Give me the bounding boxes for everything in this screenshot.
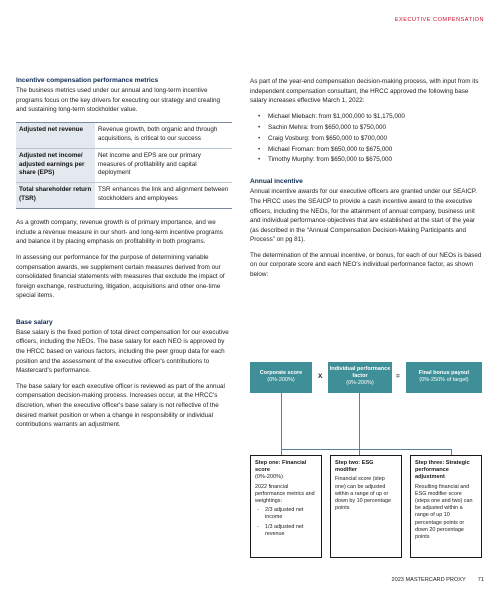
individual-factor-title: Individual performance factor: [329, 366, 391, 379]
left-column: [16, 77, 232, 436]
list-item: • Michael Miebach: from $1,000,000 to $1,175,000: [262, 112, 482, 123]
bonus-formula-diagram: [250, 362, 482, 558]
metric-desc: TSR enhances the link and alignment between stockholders and employees: [95, 183, 232, 209]
salary-increase-intro: As part of the year-end compensation decision-making process, with input from its independent compensation consultant, the HRCC approved the following base salary increases effective March 1, 2022:: [250, 78, 479, 105]
step-three-box: [410, 455, 482, 558]
final-payout-box: [406, 362, 482, 393]
metric-name: Adjusted net income/ adjusted earnings per share (EPS): [16, 148, 95, 183]
connector-line: [359, 393, 360, 449]
base-salary-paragraph-1: Base salary is the fixed portion of total direct compensation for our executive officers, including the NEOs. The base salary for each NEO is approved by the HRCC based on various factors, including the peer group data for each position and the assessment of the executive officer's contributions to Mastercard's performance.: [16, 328, 229, 375]
list-item: • Sachin Mehra: from $650,000 to $750,000: [262, 123, 482, 134]
section-header: EXECUTIVE COMPENSATION: [394, 17, 484, 23]
corporate-score-box: [250, 362, 312, 393]
list-item: • Michael Froman: from $650,000 to $675,000: [262, 145, 482, 156]
right-column: [250, 77, 482, 286]
base-salary-paragraph-2: The base salary for each executive officer is reviewed as part of the annual compensation decision-making process. Increases occur, at the HRCC's discretion, when the executive officer's base salary is not reflective of the desired market position or when a change in responsibility or individual contributions warrants an adjustment.: [16, 382, 225, 429]
equals-symbol: =: [396, 373, 400, 380]
connector-line: [281, 393, 282, 449]
list-item: - 2/3 adjusted net income: [262, 507, 317, 521]
list-item: - 1/3 adjusted net revenue: [262, 524, 317, 538]
assessing-paragraph: In assessing our performance for the purpose of determining variable compensation awards, we supplement certain measures derived from our consolidated financial statements with measures that exclude the impact of foreign exchange, restructuring, litigation, acquisitions and other one-time special items.: [16, 253, 225, 300]
metric-name: Adjusted net revenue: [16, 122, 95, 148]
final-payout-range: (0%-250% of target): [419, 377, 469, 383]
final-payout-title: Final bonus payout: [418, 370, 470, 376]
step-two-desc: Financial score (step one) can be adjusted within a range of up or down by 10 percentage points: [335, 476, 392, 512]
metric-desc: Net income and EPS are our primary measures of profitability and capital deployment: [95, 148, 232, 183]
step-three-title: Step three: Strategic performance adjustment: [415, 460, 470, 481]
base-salary-heading: Base salary: [16, 318, 53, 326]
multiply-symbol: X: [318, 373, 323, 380]
page-number: 71: [477, 577, 484, 583]
footer-doc-title: 2023 MASTERCARD PROXY: [391, 577, 466, 583]
step-two-title: Step two: ESG modifier: [335, 460, 374, 474]
page-footer: [379, 577, 484, 583]
step-one-title: Step one: Financial score: [255, 460, 307, 474]
metrics-table: [16, 122, 232, 209]
individual-factor-range: (0%-200%): [346, 380, 374, 386]
incentive-metrics-heading: Incentive compensation performance metrics: [16, 77, 159, 84]
step-one-list: [262, 507, 317, 538]
annual-incentive-paragraph-2: The determination of the annual incentive, or bonus, for each of our NEOs is based on our corporate score and each NEO's individual performance factor, as shown below:: [250, 251, 482, 279]
annual-incentive-paragraph-1: Annual incentive awards for our executive officers are granted under our SEAICP. The HRCC uses the SEAICP to provide a cash incentive award to the executive officers, including the NEOs, for the attainment of annual company, business unit and individual performance objectives that are established at the start of the year (as described in the “Annual Compensation Decision-Making Participants and Process” on pg 81).: [250, 188, 477, 244]
salary-increase-list: [262, 112, 482, 167]
table-row: [16, 148, 232, 183]
incentive-intro: The business metrics used under our annual and long-term incentive programs focus on the key drivers for executing our strategy and creating and sustaining long-term stockholder value.: [16, 87, 221, 114]
step-one-range: (0%-200%): [255, 474, 283, 481]
step-three-desc: Resulting financial and ESG modifier score (steps one and two) can be adjusted within a range of up 10 percentage points or down 20 percentage points: [415, 483, 473, 541]
table-row: [16, 122, 232, 148]
metric-name: Total shareholder return (TSR): [16, 183, 95, 209]
corporate-score-range: (0%-200%): [267, 377, 295, 383]
step-one-box: [250, 455, 322, 558]
corporate-score-title: Corporate score: [259, 370, 303, 376]
growth-paragraph: As a growth company, revenue growth is of primary importance, and we include a revenue measure in our short- and long-term incentive programs and balance it by placing emphasis on profitability in both programs.: [16, 219, 223, 246]
list-item: • Craig Vosburg: from $650,000 to $700,000: [262, 134, 482, 145]
step-two-box: [330, 455, 402, 558]
individual-factor-box: [328, 362, 392, 393]
metric-desc: Revenue growth, both organic and through acquisitions, is critical to our success: [95, 122, 232, 148]
table-row: [16, 183, 232, 209]
connector-bus: [281, 449, 451, 450]
step-one-desc: 2022 financial performance metrics and weightings:: [255, 483, 315, 505]
annual-incentive-heading: Annual incentive: [250, 178, 303, 186]
list-item: • Timothy Murphy: from $650,000 to $675,000: [262, 155, 482, 166]
